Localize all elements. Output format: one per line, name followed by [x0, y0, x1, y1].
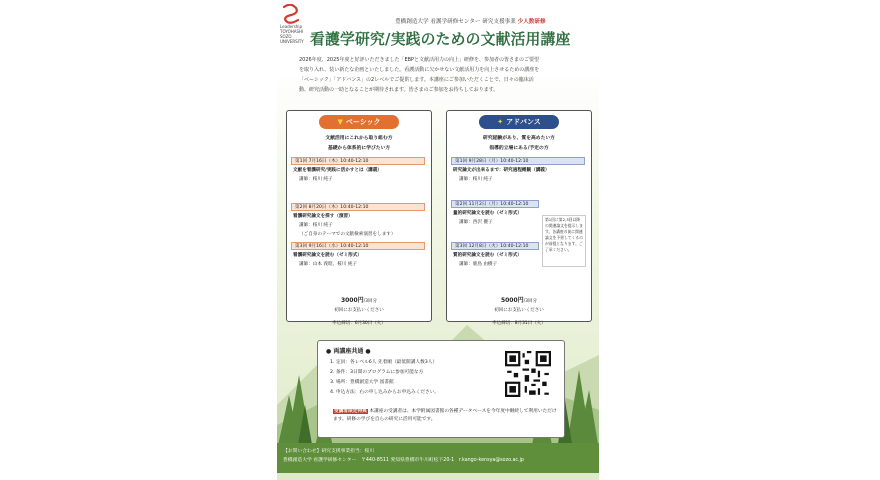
session-title: 看護研究論文を探す（演習） [293, 214, 353, 219]
beginner-mark-icon: ▼ [337, 118, 343, 126]
logo-line: TOYOHASHI [280, 29, 304, 34]
contact-footer [277, 443, 599, 473]
common-item: 2. 条件：3日間のプログラムに参加可能な方 [330, 370, 424, 375]
benefit-tag: 受講者限定特典 [334, 409, 367, 414]
intro-line: を取り入れ、装い新たな企画といたしました。看護活動に欠かせない文献活用力を向上させるための講座を [299, 67, 540, 73]
advance-deadline: 申込締切：8月31日（火） [492, 321, 546, 326]
advance-session-3-date: 第3回 12月8日（火）10:40-12:10 [451, 242, 539, 250]
intro-line: 2026年度、2025年度と好評いただきました「EBPと文献活用力の向上」研修を、参加者の皆さまのご要望 [299, 57, 540, 63]
intro-line: 動、研究活動の一助となることが期待されます。皆さまのご参加をお待ちしております。 [299, 87, 499, 93]
basic-course-card [286, 110, 432, 326]
common-item: 4. 申込方法：右の申し込みからお申込みください。 [330, 390, 440, 395]
session-title: 質的研究論文を読む（ゼミ形式） [453, 253, 522, 258]
contact-address: 豊橋創造大学 看護学研修センター 〒440-8511 愛知県豊橋市牛川町松下20-1 r.kango-kensya@sozo.ac.jp [283, 458, 524, 463]
basic-target-line: 基礎から体系的に学びたい方 [327, 146, 391, 151]
session-lecturer: 講師：西沢 優子 [459, 220, 493, 225]
basic-fee-note: 初回にお支払いください [334, 308, 384, 313]
benefit-text: 本講座の受講者は、本学附属図書館の各種データベースを今年度中継続して利用いただけます。研修の学びを自らの研究に活用可能です。 [333, 409, 557, 422]
logo-line: UNIVERSITY [280, 39, 304, 44]
advance-fee-note: 初回にお支払いください [494, 308, 544, 313]
session-title: 看護研究論文を読む（ゼミ形式） [293, 253, 362, 258]
contact-line: 【お問い合わせ】研究支援事業担当：桜川 [283, 449, 375, 454]
advance-session-3 [453, 251, 539, 269]
advance-target [447, 134, 591, 154]
advance-target-line: 研究経験があり、質を高めたい方 [483, 136, 555, 141]
logo-mark-icon [280, 4, 302, 24]
advance-note: 第1回に第2,3回以降の関連論文を提示します。各講座の前に関連論文を予習してくるのが前提となります。ご了承ください。 [542, 215, 586, 267]
advance-fee-unit: /3回分 [523, 299, 538, 304]
common-info-box [317, 340, 565, 438]
common-item: 3. 場所：豊橋創造大学 図書館 [330, 380, 394, 385]
small-group-badge: 少人数研修 [517, 19, 546, 25]
session-lecturer: 講師：山本 義昭、桜川 純子 [299, 262, 358, 267]
advance-course-card [446, 110, 592, 326]
flyer [277, 0, 599, 480]
logo-line: SOZO [280, 34, 292, 39]
session-lecturer: 講師：桜川 純子 [459, 177, 493, 182]
basic-deadline: 申込締切：6月30日（火） [332, 321, 386, 326]
advance-level-badge [479, 115, 559, 129]
basic-target [287, 134, 431, 154]
sparkle-icon: ✦ [497, 118, 504, 126]
flyer-title: 看護学研究/実践のための文献活用講座 [310, 31, 571, 48]
session-title: 文献を看護研究/実践に活かすとは（講義） [293, 168, 382, 173]
subtitle-text: 豊橋創造大学 看護学研修センター 研究支援事業 [395, 19, 516, 25]
basic-session-2 [293, 212, 423, 239]
basic-level-label: ベーシック [345, 118, 381, 126]
common-items [330, 358, 439, 398]
basic-fee-price: 3000円 [340, 297, 364, 304]
basic-target-line: 文献活用にこれから取り組む方 [325, 136, 393, 141]
advance-fee [447, 287, 591, 329]
logo-line: Leadership [280, 24, 302, 29]
session-title: 量的研究論文を読む（ゼミ形式） [453, 211, 522, 216]
basic-level-badge [319, 115, 399, 129]
session-note: （ご自身のテーマでの文献検索演習をします） [299, 232, 396, 237]
basic-session-3-date: 第3回 9月16日（水）10:40-12:10 [291, 242, 425, 250]
common-heading: ● 両講座共通 ● [326, 348, 371, 355]
advance-target-line: 指導的立場にある/予定の方 [489, 146, 549, 151]
session-lecturer: 講師：桜川 純子 [299, 223, 333, 228]
basic-fee [287, 287, 431, 329]
basic-session-1-date: 第1回 7月16日（木）10:40-12:10 [291, 157, 425, 165]
advance-session-2 [453, 209, 539, 227]
basic-fee-unit: /3回分 [363, 299, 378, 304]
advance-session-1 [453, 166, 583, 184]
common-item: 1. 定員：各レベル6人 先着順（最低開講人数3人） [330, 360, 438, 365]
basic-session-1 [293, 166, 423, 184]
basic-session-3 [293, 251, 423, 269]
benefit-note [333, 408, 561, 424]
qr-code-icon[interactable] [505, 351, 551, 397]
advance-level-label: アドバンス [506, 118, 541, 126]
advance-session-2-date: 第2回 11月2日（月）10:40-12:10 [451, 200, 539, 208]
intro-line: 「ベーシック」「アドバンス」の2レベルでご提供します。本講座にご参加いただくことで、日々の臨床活 [299, 77, 534, 83]
advance-session-1-date: 第1回 9月28日（月）10:40-12:10 [451, 157, 585, 165]
basic-session-2-date: 第2回 8月20日（木）10:40-12:10 [291, 203, 425, 211]
header-subtitle [395, 17, 546, 25]
session-lecturer: 講師：鹿島 由樹子 [459, 262, 498, 267]
session-lecturer: 講師：桜川 純子 [299, 177, 333, 182]
session-title: 研究論文が出来るまで：研究過程概観（講義） [453, 168, 550, 173]
advance-fee-price: 5000円 [500, 297, 524, 304]
intro-text [299, 55, 585, 95]
